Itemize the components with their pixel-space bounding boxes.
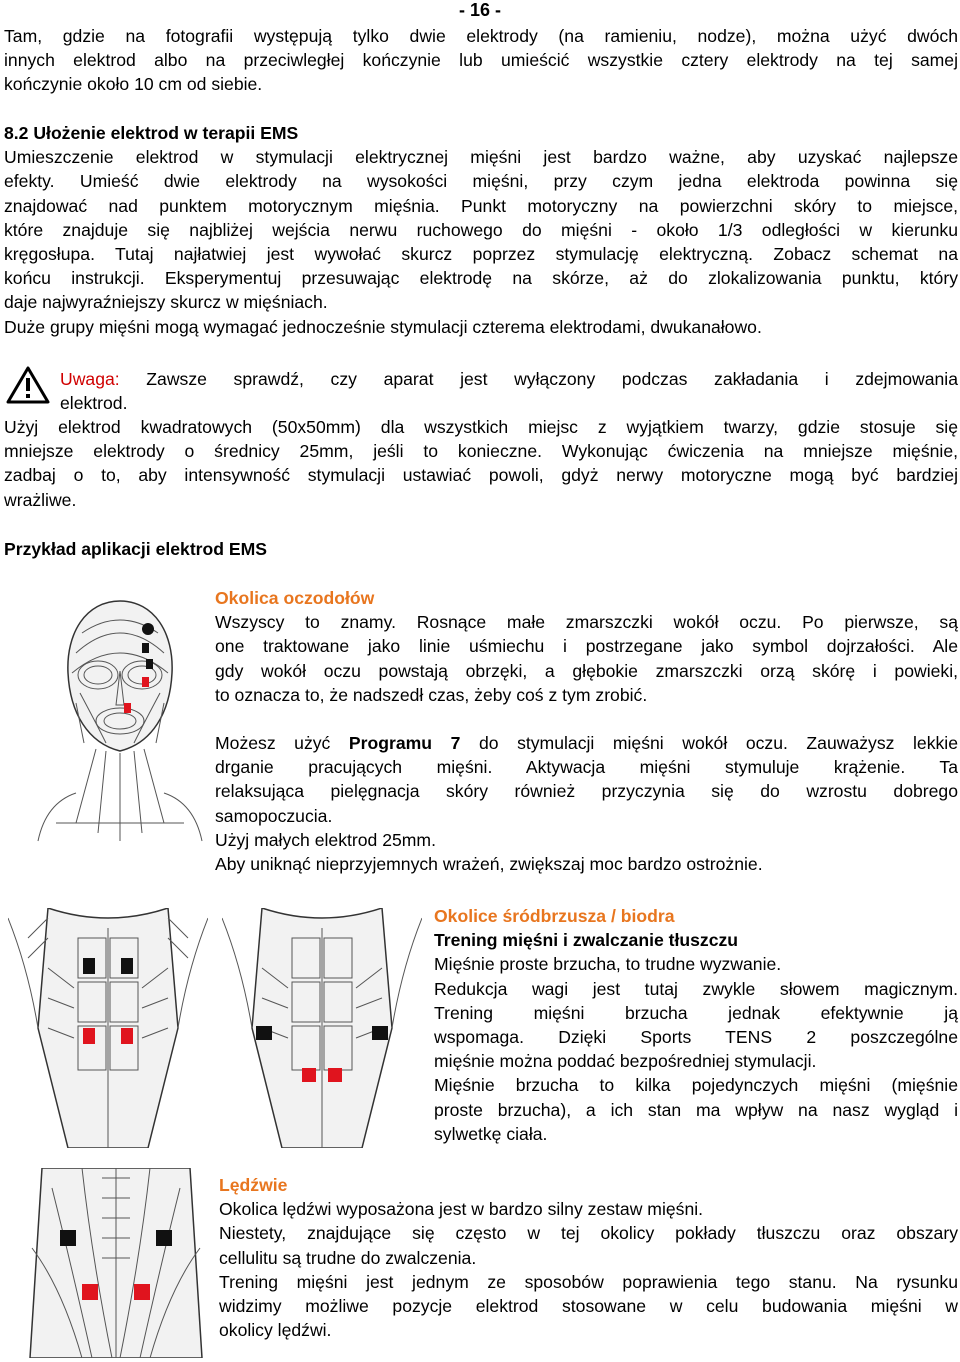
face-muscles-illustration [36,593,204,843]
program-name: Programu 7 [348,733,461,754]
section-8-2 [4,121,958,339]
abdomen-line: Trening mięśni brzucha jednak efektywnie ją [434,1002,958,1023]
electrode-black [372,1026,388,1040]
section-line: znajdować nad punktem motorycznym mięśnia. Punkt motoryczny na powierzchni skóry to miejsce, [4,195,958,216]
abdomen-illustration-2 [222,908,422,1148]
eyes-line: drganie pracujących mięśni. Aktywacja mięśni stymuluje krążenie. Ta [215,757,958,778]
eyes-line: one traktowane jako linie uśmiechu i postrzegane jako symbol dojrzałości. Ale [215,636,958,657]
electrode-black [60,1230,76,1246]
eyes-heading: Okolica oczodołów [215,588,375,608]
warning-triangle-icon [6,366,50,404]
abdomen-line: wspomaga. Dzięki Sports TENS 2 poszczególne [434,1027,958,1048]
lumbar-line: widzimy możliwe pozycje elektrod stosowane w celu budowania mięśni w [219,1296,958,1317]
abdomen-subheading: Trening mięśni i zwalczanie tłuszczu [434,930,739,951]
electrode-red [82,1284,98,1300]
warning-text: Zawsze sprawdź, czy aparat jest wyłączony podczas zakładania i zdejmowania [119,369,958,389]
lumbar-line: Trening mięśni jest jednym ze sposobów poprawienia tego stanu. Na rysunku [219,1271,958,1292]
section-line: które znajduje się najbliżej wejścia nerwu ruchowego do mięśni - około 1/3 odległości w kierunku [4,219,958,240]
electrode-black [256,1026,272,1040]
electrode-size-paragraph [4,415,958,512]
eyes-line: Użyj małych elektrod 25mm. [215,829,436,850]
eyes-section [215,586,958,876]
section-heading: 8.2 Ułożenie elektrod w terapii EMS [4,123,299,143]
eyes-line: relaksująca pielęgnacja skóry również przyczynia się do wzrostu dobrego [215,781,958,802]
abdomen-illustration-1 [8,908,208,1148]
abdomen-line: proste brzucha), a ich stan ma wpływ na nasz wygląd i [434,1099,958,1120]
intro-paragraph [4,24,958,97]
lumbar-line: Okolica lędźwi wyposażona jest w bardzo silny zestaw mięśni. [219,1199,704,1220]
warning-line-2: elektrod. [60,393,128,414]
lumbar-illustration [22,1168,210,1358]
page-number: - 16 - [458,0,501,20]
electrode-black [83,958,95,974]
electrode-red [134,1284,150,1300]
abdomen-section [434,904,958,1146]
electrode-red [121,1028,133,1044]
electrode-red [124,703,131,713]
paragraph-line: Użyj elektrod kwadratowych (50x50mm) dla wszystkich miejsc z wyjątkiem twarzy, gdzie stosuje się [4,417,958,437]
abdomen-line: Redukcja wagi jest tutaj zwykle słowem magicznym. [434,978,958,999]
warning-line [60,367,958,391]
electrode-black [142,643,149,653]
abdomen-line: sylwetkę ciała. [434,1123,548,1144]
eyes-line: Wszyscy to znamy. Rosnące małe zmarszczki wokół oczu. Po pierwsze, są [215,612,958,633]
lumbar-section [219,1173,958,1342]
example-title: Przykład aplikacji elektrod EMS [4,539,268,559]
eyes-line: gdy wokół oczu powstają obrzęki, a głębokie zmarszczki orzą skórę i powieki, [215,660,958,681]
warning-label: Uwaga: [60,369,120,389]
section-line: końcu instrukcji. Eksperymentuj przesuwając elektrodę na skórze, aż do zlokalizowania punktu, który [4,268,958,289]
eyes-program-line: Możesz użyć Programu 7 do stymulacji mięśni wokół oczu. Zauważysz lekkie [215,733,958,754]
intro-line: Tam, gdzie na fotografii występują tylko dwie elektrody (na ramieniu, nodze), można użyć dwóch [4,26,958,46]
electrode-red [302,1068,316,1082]
warning-block [60,367,958,415]
lumbar-line: cellulitu są trudne do zwalczenia. [219,1247,477,1268]
abdomen-heading: Okolice śródbrzusza / biodra [434,906,675,926]
electrode-black [156,1230,172,1246]
electrode-red [142,677,149,687]
paragraph-line: mniejsze elektrody o średnicy 25mm, jeśli to konieczne. Wykonując ćwiczenia na mniejsze mięśnie, [4,441,958,462]
eyes-line: samopoczucia. [215,805,333,826]
section-line: daje najwyraźniejszy skurcz w mięśniach. [4,292,328,313]
electrode-black [121,958,133,974]
abdomen-line: Mięśnie proste brzucha, to trudne wyzwanie. [434,954,782,975]
electrode-black [146,659,153,669]
lumbar-line: Niestety, znajdujące się często w tej okolicy pokłady tłuszczu oraz obszary [219,1223,958,1244]
eyes-line: Aby uniknąć nieprzyjemnych wrażeń, zwiększaj moc bardzo ostrożnie. [215,854,763,875]
abdomen-line: mięśnie można poddać bezpośredniej stymulacji. [434,1051,817,1072]
intro-line: kończynie około 10 cm od siebie. [4,74,263,95]
paragraph-line: zadbaj o to, aby intensywność stymulacji ustawiać powoli, gdyż nerwy motoryczne mogą być bardziej [4,465,958,486]
section-line: Duże grupy mięśni mogą wymagać jednocześnie stymulacji czterema elektrodami, dwukanałowo. [4,316,762,337]
lumbar-heading: Lędźwie [219,1175,288,1195]
section-line: Umieszczenie elektrod w stymulacji elektrycznej mięśni jest bardzo ważne, aby uzyskać najlepsze [4,147,958,168]
lumbar-line: okolicy lędźwi. [219,1320,332,1341]
electrode-red [83,1028,95,1044]
intro-line: innych elektrod albo na przeciwległej kończynie lub umieścić wszystkie cztery elektrody na tej samej [4,50,958,71]
abdomen-line: Mięśnie brzucha to kilka pojedynczych mięśni (mięśnie [434,1075,958,1096]
electrode-black [142,623,154,635]
eyes-line: to oznacza to, że nadszedł czas, żeby coś z tym zrobić. [215,684,648,705]
section-line: kręgosłupa. Tutaj najłatwiej jest wywołać skurcz poprzez stymulację elektryczną. Zobacz schemat na [4,244,958,265]
electrode-red [328,1068,342,1082]
section-line: efekty. Umieść dwie elektrody na wysokości mięśni, przy czym jedna elektroda powinna się [4,171,958,192]
paragraph-line: wrażliwe. [4,489,77,510]
